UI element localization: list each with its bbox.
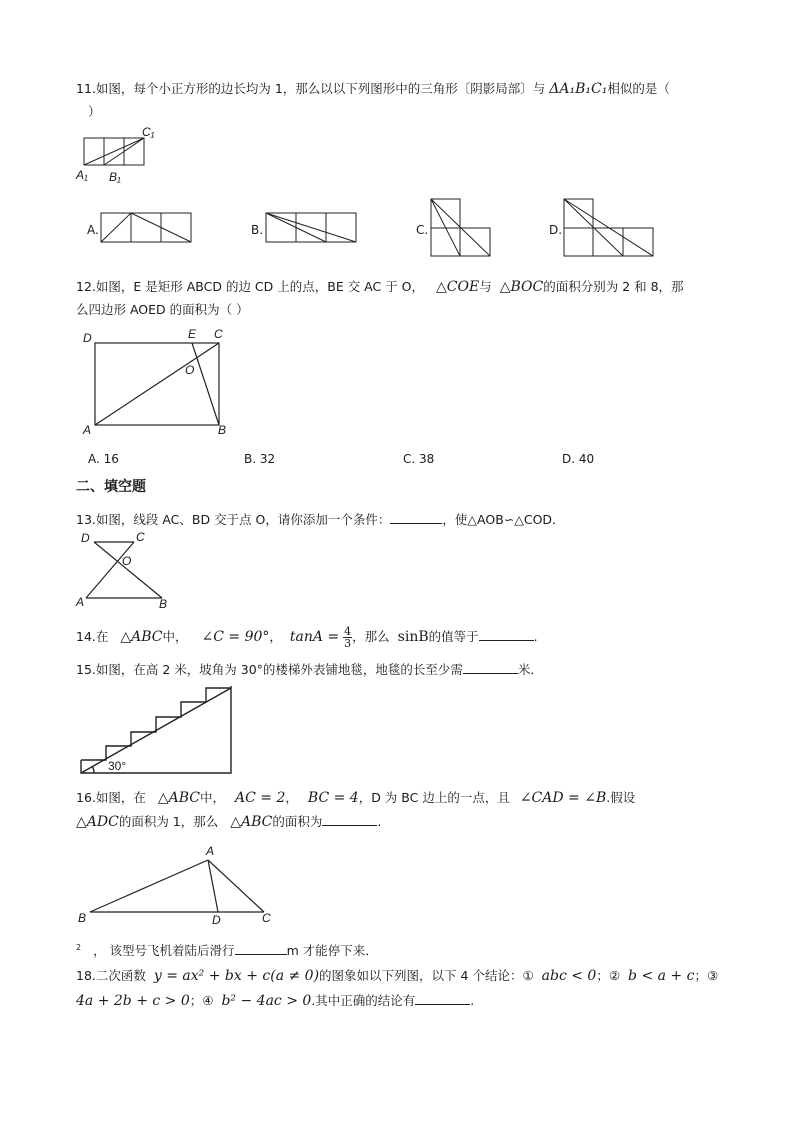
q14-text-c: ， <box>269 629 282 644</box>
q18-text-g: . <box>470 993 475 1008</box>
q16-text-e: .假设 <box>606 790 636 805</box>
q18-text-d: ；③ <box>694 968 719 983</box>
q17-text-b: m 才能停下来． <box>286 943 378 958</box>
q16-text-f: 的面积为 1，那么 <box>118 814 219 829</box>
q16-math-angle: ∠CAD = ∠B <box>519 790 607 806</box>
q14-text-a: 14.在 <box>76 629 109 644</box>
q11-option-b-label[interactable]: B. <box>251 223 264 237</box>
q11-label-C1: C₁ <box>142 125 155 139</box>
q18-text-f: .其中正确的结论有 <box>311 993 416 1008</box>
q14-denominator: 3 <box>344 637 352 650</box>
q16-text-b: 中， <box>200 790 226 805</box>
q12-label-D: D <box>83 331 92 345</box>
q18-math-c2: b < a + c <box>628 968 695 984</box>
q15-staircase-figure <box>78 684 238 776</box>
q18-text-a: 18.二次函数 <box>76 968 146 983</box>
q13-text-a: 13.如图，线段 AC、BD 交于点 O，请你添加一个条件： <box>76 512 391 527</box>
q13-label-B: B <box>159 597 168 611</box>
q12-label-B: B <box>218 423 227 437</box>
q16-math-ADC: △ADC <box>76 814 119 830</box>
q15-text-b: 米． <box>517 662 543 677</box>
q14-math-sin: sinB <box>397 629 429 645</box>
q12-label-A: A <box>83 423 92 437</box>
q11-option-a-figure <box>100 212 195 244</box>
q12-line1 <box>76 277 684 295</box>
q15-angle-label: 30° <box>108 759 127 773</box>
q16-label-C: C <box>262 911 271 925</box>
q13-label-C: C <box>136 530 145 544</box>
section-fill-in-title: 二、填空题 <box>76 479 146 495</box>
q14-numerator: 4 <box>344 625 352 638</box>
q11-option-b-figure <box>265 212 360 244</box>
q18-text-c: ；② <box>596 968 621 983</box>
q16-math-AC: AC = 2 <box>235 790 286 806</box>
q11-line1 <box>76 79 670 97</box>
q12-text-a: 12.如图，E 是矩形 ABCD 的边 CD 上的点，BE 交 AC 于 O， <box>76 279 425 294</box>
q11-label-A1: A₁ <box>76 168 88 182</box>
q13-label-O: O <box>122 554 132 568</box>
q14-text-d: ，那么 <box>352 629 390 644</box>
q18-math-function: y = ax² + bx + c(a ≠ 0) <box>153 968 320 984</box>
q14-fraction <box>343 626 352 649</box>
q12-label-E: E <box>188 327 197 341</box>
q17-text-a: ， 该型号飞机着陆后滑行 <box>93 943 235 958</box>
q18-text-b: 的图象如以下列图，以下 4 个结论：① <box>319 968 534 983</box>
q11-option-c-figure <box>430 198 495 260</box>
q18-text-e: ；④ <box>189 993 214 1008</box>
q11-text-end: 相似的是（ <box>607 81 670 96</box>
q14-answer-blank[interactable] <box>479 628 534 641</box>
q12-line2: 么四边形 AOED 的面积为（ ） <box>76 302 249 317</box>
q18-line2 <box>76 991 474 1009</box>
q11-option-d-figure <box>563 198 658 260</box>
q14-text-b: 中， <box>162 629 188 644</box>
q15-answer-blank[interactable] <box>463 661 518 674</box>
q14-math-tan: tanA = <box>289 629 340 645</box>
q16-math-ABC-2: △ABC <box>230 814 273 830</box>
q16-text-a: 16.如图，在 <box>76 790 146 805</box>
q13-answer-blank[interactable] <box>390 511 442 524</box>
q16-text-d: ，D 为 BC 边上的一点，且 <box>358 790 510 805</box>
q18-answer-blank[interactable] <box>415 992 470 1005</box>
q12-option-c[interactable]: C. 38 <box>403 452 435 466</box>
q12-math-BOC: △BOC <box>499 279 544 295</box>
q16-text-g: 的面积为 <box>272 814 323 829</box>
q11-reference-figure <box>74 124 174 188</box>
q12-math-cOE: △COE <box>436 279 480 295</box>
q11-option-a-label[interactable]: A. <box>87 223 99 237</box>
q11-option-c-label[interactable]: C. <box>416 223 429 237</box>
q16-math-BC: BC = 4 <box>307 790 359 806</box>
q12-figure <box>80 326 240 438</box>
q14-math-triangle: △ABC <box>120 629 163 645</box>
q18-line1 <box>76 966 718 984</box>
q13-line <box>76 510 565 528</box>
q18-math-c4: b² − 4ac > 0 <box>221 993 312 1009</box>
q12-label-C: C <box>214 327 223 341</box>
q12-label-O: O <box>185 363 195 377</box>
q16-text-c: ， <box>285 790 298 805</box>
q14-line <box>76 626 538 649</box>
q12-text-c: 的面积分别为 2 和 8，那 <box>543 279 684 294</box>
q15-line <box>76 660 543 678</box>
q16-label-A: A <box>206 844 215 858</box>
q12-option-b[interactable]: B. 32 <box>244 452 276 466</box>
q15-text-a: 15.如图，在高 2 米，坡角为 30°的楼梯外表铺地毯，地毯的长至少需 <box>76 662 463 677</box>
q16-math-ABC: △ABC <box>157 790 201 806</box>
q11-label-B1: B₁ <box>109 170 121 184</box>
q17-answer-blank[interactable] <box>235 942 287 955</box>
q14-text-f: . <box>533 629 538 644</box>
q16-text-h: . <box>377 814 382 829</box>
q13-text-b: ，使△AOB∽△COD． <box>442 512 565 527</box>
q16-line1 <box>76 788 635 806</box>
q12-option-a[interactable]: A. 16 <box>88 452 119 466</box>
q18-math-c3: 4a + 2b + c > 0 <box>76 993 190 1009</box>
q11-math-triangle: ΔA₁B₁C₁ <box>549 81 608 97</box>
q16-answer-blank[interactable] <box>322 813 377 826</box>
q17-line <box>76 941 378 959</box>
q13-figure <box>76 528 176 612</box>
q11-text: 11.如图，每个小正方形的边长均为 1，那么以以下列图形中的三角形〔阴影局部〕与 <box>76 81 546 96</box>
q11-line2: ） <box>88 104 101 119</box>
q16-label-D: D <box>212 913 221 927</box>
q13-label-D: D <box>81 531 90 545</box>
q18-math-c1: abc < 0 <box>541 968 597 984</box>
q16-line2 <box>76 812 381 830</box>
q11-option-d-label[interactable]: D. <box>549 223 563 237</box>
q17-superscript: 2 <box>76 942 82 952</box>
q16-label-B: B <box>78 911 87 925</box>
q12-option-d[interactable]: D. 40 <box>562 452 595 466</box>
q12-text-b: 与 <box>479 279 492 294</box>
q14-math-angle: ∠C = 90° <box>201 629 270 645</box>
q16-figure <box>76 842 286 932</box>
q13-label-A: A <box>76 595 85 609</box>
q14-text-e: 的值等于 <box>428 629 479 644</box>
